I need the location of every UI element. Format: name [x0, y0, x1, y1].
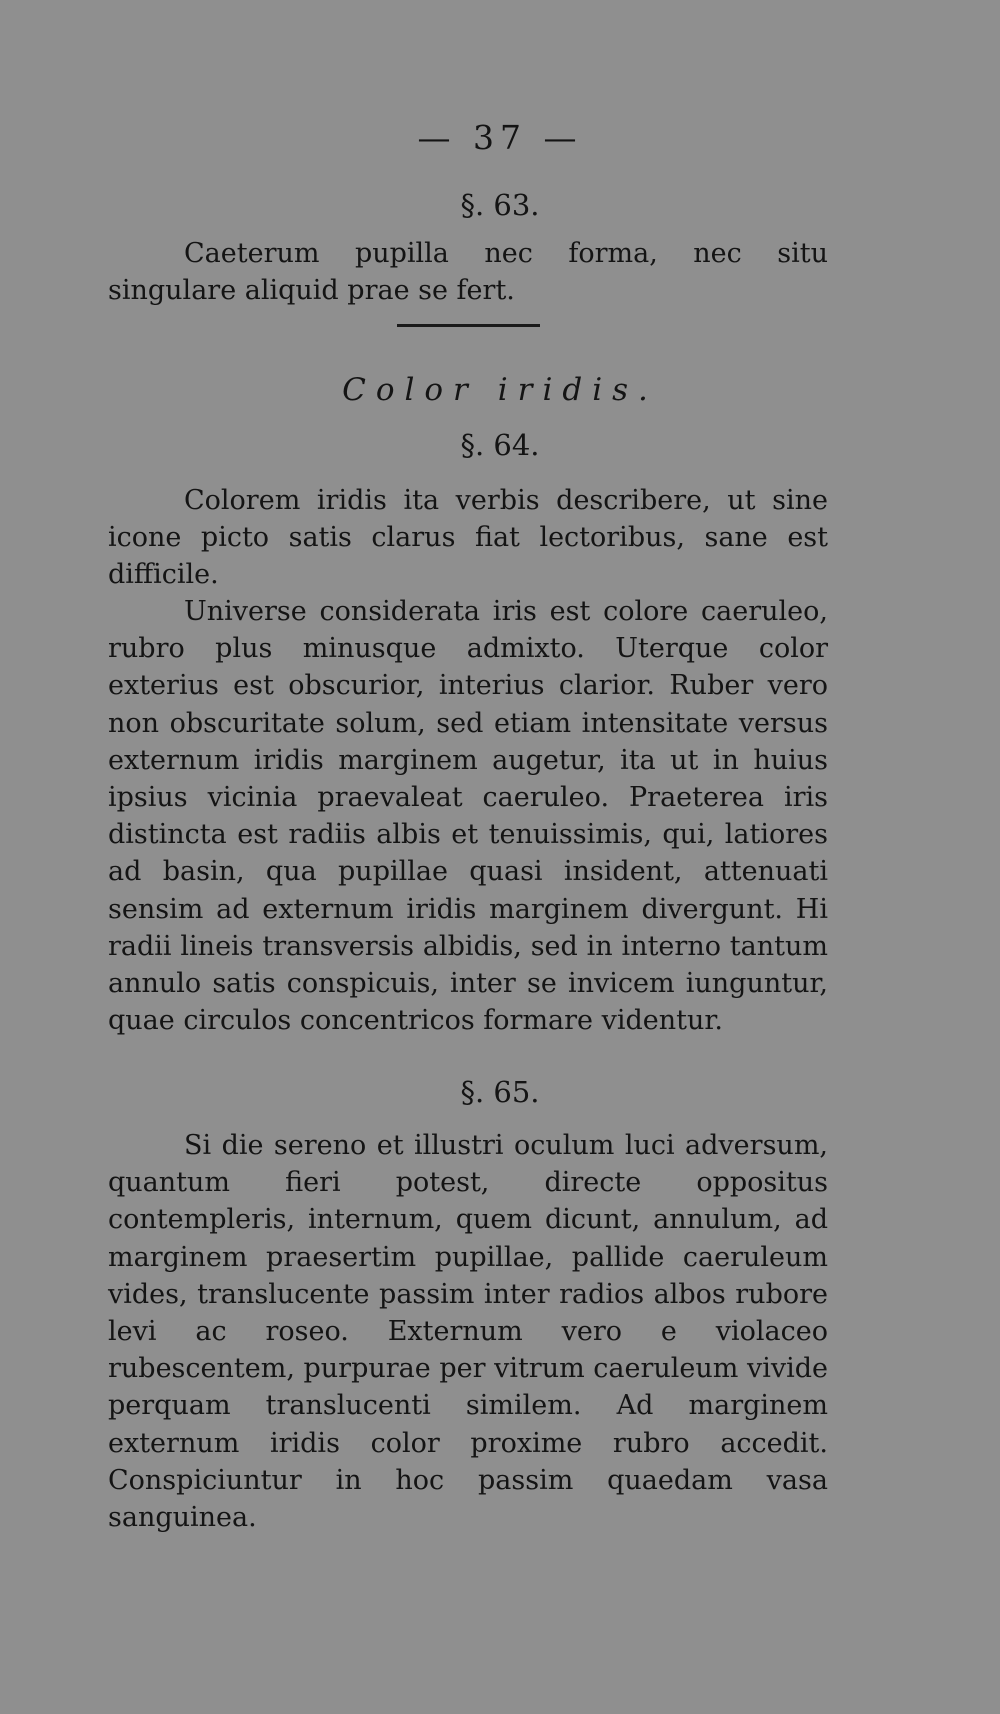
page-number: — 37 —: [417, 118, 583, 157]
paragraph-64-a: Colorem iridis ita verbis describere, ut sine icone picto satis clarus fiat lectoribus, sane est difficile.: [108, 485, 828, 591]
section-heading: Color iridis.: [342, 372, 658, 408]
paragraph-63: Caeterum pupilla nec forma, nec situ singulare aliquid prae se fert.: [108, 238, 828, 307]
section-sign-63: §. 63.: [460, 188, 540, 222]
section-divider: [397, 324, 540, 327]
section-sign-64: §. 64.: [460, 428, 540, 462]
paragraph-64-b: Universe considerata iris est colore caeruleo, rubro plus minusque admixto. Uterque color exterius est obscurior, interius clarior. Ruber vero non obscuritate solum, sed etiam intensitate versus externum iridis marginem augetur, ita ut in huius ipsius vicinia praevaleat caeruleo. Praeterea iris distincta est radiis albis et tenuissimis, qui, latiores ad basin, qua pupillae quasi insident, attenuati sensim ad externum iridis marginem divergunt. Hi radii lineis transversis albidis, sed in interno tantum annulo satis conspicuis, inter se invicem iunguntur, quae circulos concentricos formare videntur.: [108, 596, 828, 1037]
paragraph-65: Si die sereno et illustri oculum luci adversum, quantum fieri potest, directe oppositus contempleris, internum, quem dicunt, annulum, ad marginem praesertim pupillae, pallide caeruleum vides, translucente passim inter radios albos rubore levi ac roseo. Externum vero e violaceo rubescentem, purpurae per vitrum caeruleum vivide perquam translucenti similem. Ad marginem externum iridis color proxime rubro accedit. Conspiciuntur in hoc passim quaedam vasa sanguinea.: [108, 1130, 829, 1534]
section-sign-65: §. 65.: [460, 1075, 540, 1109]
